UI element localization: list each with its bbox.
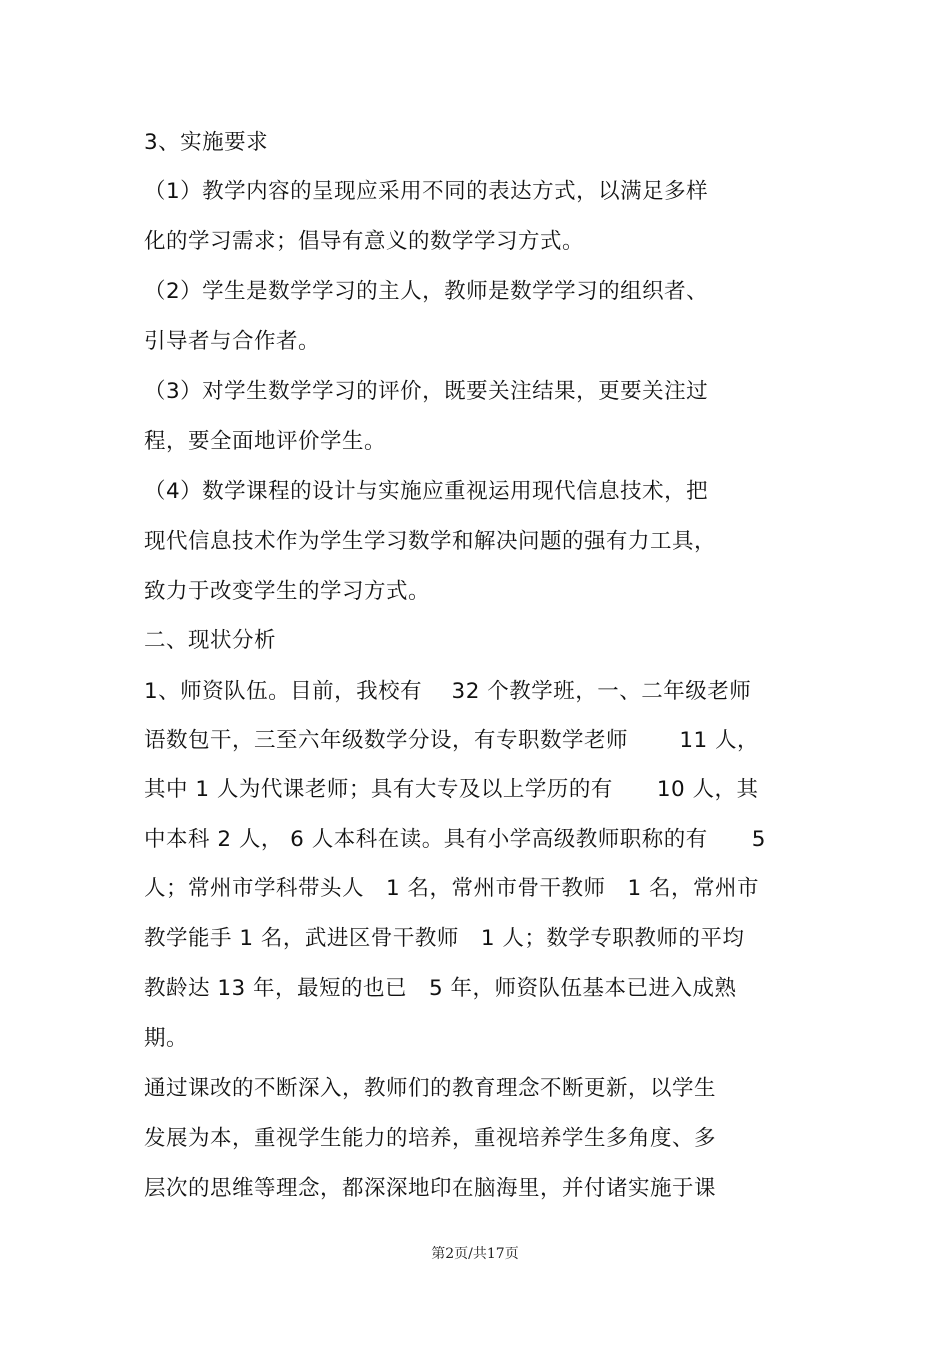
section-heading: 3、实施要求 <box>144 130 269 155</box>
paragraph-line: 现代信息技术作为学生学习数学和解决问题的强有力工具， <box>144 529 717 554</box>
paragraph-line: 层次的思维等理念，都深深地印在脑海里，并付诸实施于课 <box>144 1176 717 1201</box>
paragraph-line: （4）数学课程的设计与实施应重视运用现代信息技术，把 <box>144 479 709 504</box>
section-heading: 二、现状分析 <box>144 628 277 653</box>
paragraph-line: （2）学生是数学学习的主人，教师是数学学习的组织者、 <box>144 279 709 304</box>
paragraph-line: （3）对学生数学学习的评价，既要关注结果，更要关注过 <box>144 379 709 404</box>
paragraph-line: （1）教学内容的呈现应采用不同的表达方式，以满足多样 <box>144 179 709 204</box>
paragraph-line: 通过课改的不断深入，教师们的教育理念不断更新，以学生 <box>144 1076 717 1101</box>
paragraph-line: 致力于改变学生的学习方式。 <box>144 579 431 604</box>
page-number-footer: 第2页/共17页 <box>431 1246 519 1262</box>
paragraph-line: 程，要全面地评价学生。 <box>144 429 387 454</box>
paragraph-line: 发展为本，重视学生能力的培养，重视培养学生多角度、多 <box>144 1126 717 1151</box>
paragraph-line: 教学能手 1 名，武进区骨干教师 1 人；数学专职教师的平均 <box>144 926 745 951</box>
paragraph-line: 化的学习需求；倡导有意义的数学学习方式。 <box>144 229 585 254</box>
paragraph-line: 其中 1 人为代课老师；具有大专及以上学历的有 10 人，其 <box>144 777 759 802</box>
paragraph-line: 引导者与合作者。 <box>144 329 321 354</box>
paragraph-line: 人；常州市学科带头人 1 名，常州市骨干教师 1 名，常州市 <box>144 876 760 901</box>
paragraph-line: 教龄达 13 年，最短的也已 5 年，师资队伍基本已进入成熟 <box>144 976 737 1001</box>
paragraph-line: 语数包干，三至六年级数学分设，有专职数学老师 11 人， <box>144 728 760 753</box>
paragraph-line: 期。 <box>144 1026 189 1051</box>
paragraph-line: 中本科 2 人， 6 人本科在读。具有小学高级教师职称的有 5 <box>144 827 766 852</box>
paragraph-line: 1、师资队伍。目前，我校有 32 个教学班，一、二年级老师 <box>144 679 752 704</box>
